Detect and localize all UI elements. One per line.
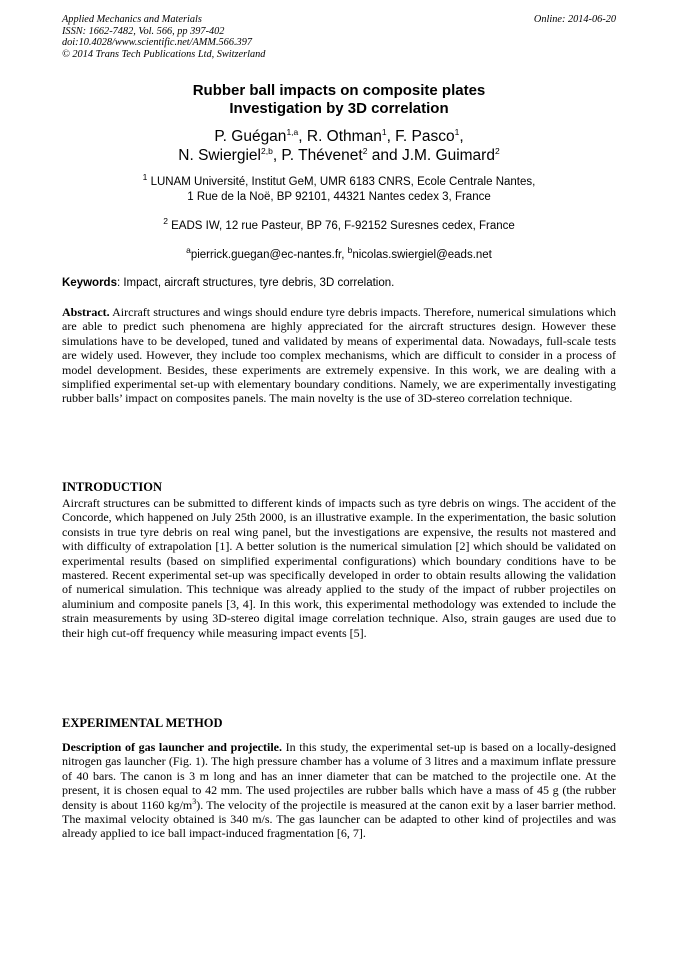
affiliation-sup: 1	[142, 172, 148, 183]
experimental-text-1: In this study, the experimental set-up is based on a locally-designed nitrogen gas launcher (Fig. 1). The high pressure chamber has a volume of 3 litres and a maximum inflate pressure of 40 bars. The canon is 3 m long and has an inner diameter that can be matched to the projectile one. At the present, it is chosen equal to 42 mm. The used projectiles are rubber balls which have a mass of 45 g (the rubber density is about 1160 kg/m	[62, 740, 616, 812]
journal-copyright: © 2014 Trans Tech Publications Ltd, Switzerland	[62, 48, 266, 60]
experimental-text	[62, 740, 616, 841]
abstract-text: Aircraft structures and wings should endure tyre debris impacts. Therefore, numerical simulations which are able to predict such phenomena are highly appreciated for the aircraft structures design. However these simulations have to be developed, tuned and validated by means of experimental data. Nowadays, full-scale tests are widely used. However, they include too complex mechanisms, which are difficult to consider in a process of model development. Besides, these experiments are extremely expensive. In this work, we are dealing with a simplified experimental set-up with elementary boundary conditions. Namely, we are experimentally investigating rubber balls’ impact on composites panels. The main novelty is the use of 3D-stereo correlation technique.	[62, 305, 616, 406]
affiliation-text: EADS IW, 12 rue Pasteur, BP 76, F-92152 Suresnes cedex, France	[167, 220, 515, 232]
author-name: , F. Pasco	[386, 128, 455, 145]
author-name: , P. Thévenet	[272, 147, 363, 164]
affiliation-1-line-2: 1 Rue de la Noë, BP 92101, 44321 Nantes cedex 3, France	[187, 190, 491, 203]
author-sup: 2	[362, 145, 368, 156]
keywords-text: : Impact, aircraft structures, tyre debris, 3D correlation.	[116, 277, 395, 289]
author-name: P. Guégan	[214, 128, 287, 145]
author-punct: ,	[459, 128, 464, 145]
journal-header	[62, 14, 616, 60]
affiliation-sup: 2	[163, 216, 168, 227]
author-line-1	[62, 127, 616, 146]
online-date: Online: 2014-06-20	[533, 14, 616, 25]
introduction-heading: INTRODUCTION	[62, 480, 163, 494]
journal-issn: ISSN: 1662-7482, Vol. 566, pp 397-402	[62, 25, 225, 37]
author-emails	[62, 245, 616, 263]
email-sup: b	[347, 245, 353, 256]
author-name: and J.M. Guimard	[367, 147, 495, 164]
experimental-lead: Description of gas launcher and projectile.	[62, 740, 282, 754]
title-line-2: Investigation by 3D correlation	[229, 100, 449, 117]
experimental-heading: EXPERIMENTAL METHOD	[62, 716, 223, 730]
email-a: pierrick.guegan@ec-nantes.fr,	[190, 249, 348, 261]
affiliation-1	[62, 172, 616, 204]
affiliation-1-line-1	[62, 172, 616, 190]
keywords-label: Keywords	[62, 277, 117, 289]
introduction-text: Aircraft structures can be submitted to different kinds of impacts such as tyre debris on wings. The accident of the Concorde, which happened on July 25th 2000, is an illustrative example. In the experimentation, the basic solution consists in true tyre debris on real wing panel, but the investigations are expensive, the results not mastered and with difficulty of extrapolation [1]. A better solution is the numerical simulation [2] which should be validated on experimental results (based on simplified experimental configurations) which boundary conditions have to be mastered. Recent experimental set-up was specifically developed in order to obtain results allowing the validation of numerical simulation. This technique was already applied to the study of the impact of rubber projectiles on aluminium and composite panels [3, 4]. In this work, this experimental methodology was extended to include the strain measurements by using 3D-stereo digital image correlation technique. Also, strain gauges are used due to their high cut-off frequency while measuring impact events [5].	[62, 496, 616, 640]
author-sup: 1	[454, 126, 460, 137]
author-sup: 2,b	[260, 145, 273, 156]
journal-name: Applied Mechanics and Materials	[62, 14, 202, 25]
author-sup: 2	[494, 145, 500, 156]
keywords	[62, 276, 616, 290]
author-sup: 1,a	[286, 126, 299, 137]
journal-doi: doi:10.4028/www.scientific.net/AMM.566.397	[62, 37, 252, 49]
email-b: nicolas.swiergiel@eads.net	[352, 249, 492, 261]
abstract-label: Abstract.	[62, 305, 110, 319]
paper-title	[62, 82, 616, 118]
title-line-1: Rubber ball impacts on composite plates	[192, 82, 486, 99]
author-name: N. Swiergiel	[178, 147, 261, 164]
superscript-3: 3	[192, 796, 197, 806]
author-name: , R. Othman	[298, 128, 382, 145]
author-list	[62, 127, 616, 165]
affiliation-2	[62, 216, 616, 234]
author-line-2	[62, 146, 616, 165]
experimental-text-2: ). The velocity of the projectile is measured at the canon exit by a laser barrier method. The maximal velocity obtained is 340 m/s. The gas launcher can be adapted to other kind of projectiles and was already applied to ice ball impact-induced fragmentation [6, 7].	[62, 797, 616, 841]
affiliation-text: LUNAM Université, Institut GeM, UMR 6183 CNRS, Ecole Centrale Nantes,	[147, 176, 536, 188]
abstract	[62, 305, 616, 406]
email-sup: a	[186, 245, 191, 256]
author-sup: 1	[381, 126, 387, 137]
